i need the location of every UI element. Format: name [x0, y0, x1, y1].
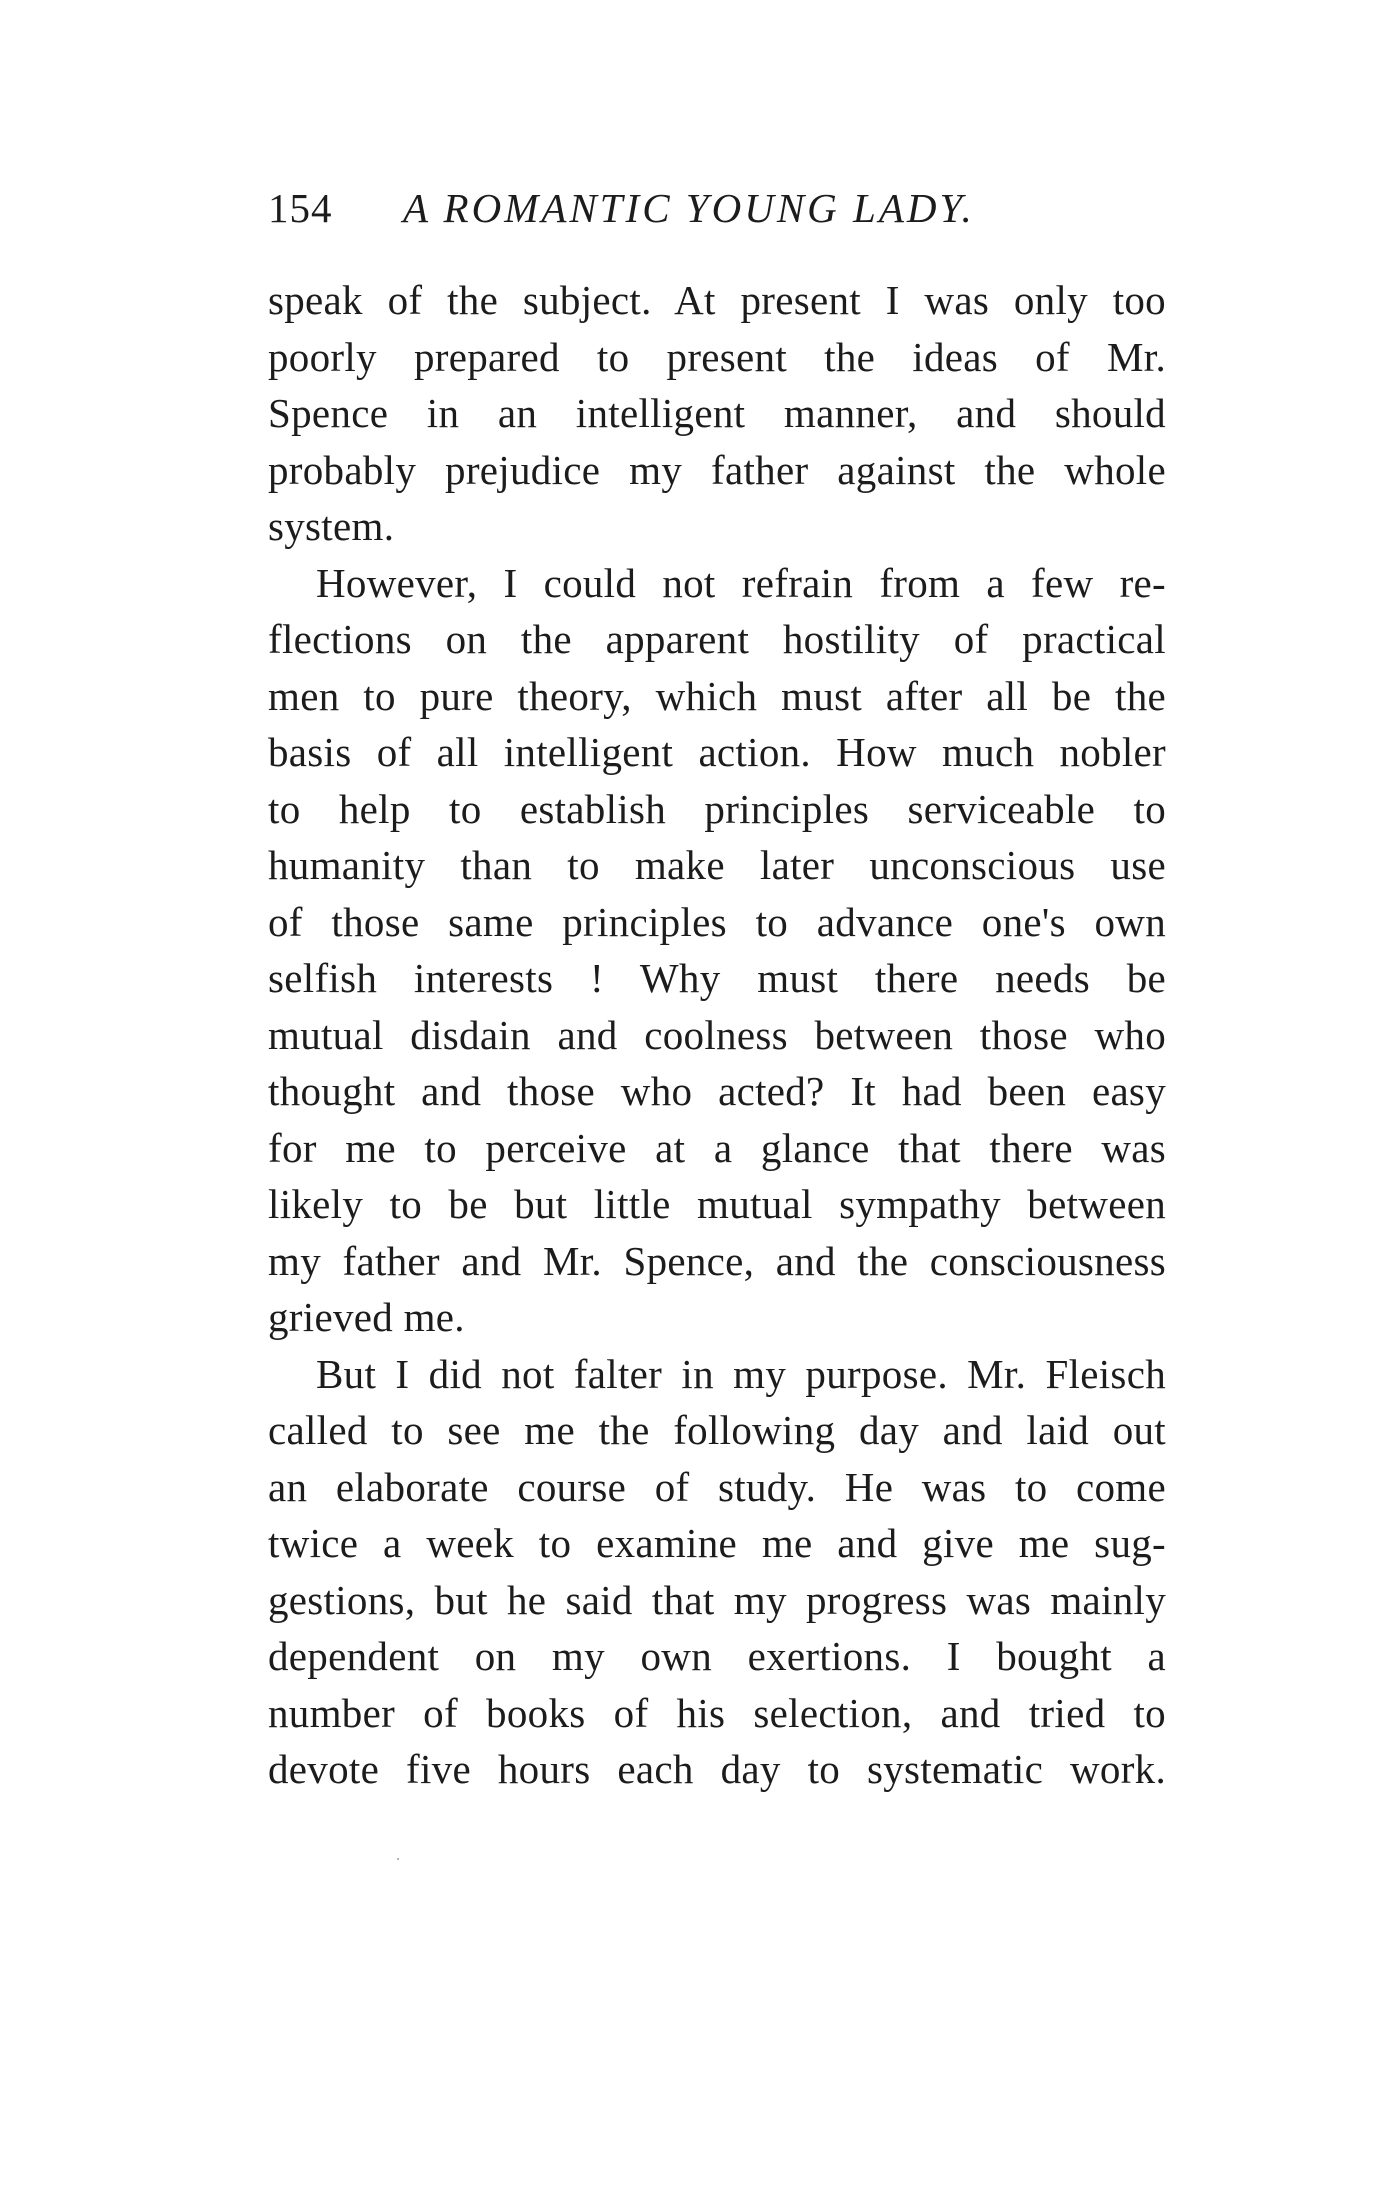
text-line: called to see me the following day and laid out: [268, 1407, 1166, 1453]
text-line: speak of the subject. At present I was only too: [268, 277, 1166, 323]
page-number: 154: [268, 185, 333, 231]
text-line: mutual disdain and coolness between those who: [268, 1011, 1166, 1058]
text-line: likely to be but little mutual sympathy between: [268, 1181, 1166, 1227]
text-line: thought and those who acted? It had been easy: [268, 1068, 1166, 1114]
text-line: number of books of his selection, and tried to: [268, 1689, 1166, 1736]
running-title: A ROMANTIC YOUNG LADY.: [403, 185, 975, 231]
text-line: men to pure theory, which must after all be the: [268, 672, 1166, 719]
text-line: devote five hours each day to systematic work.: [268, 1746, 1166, 1792]
paragraph-3: [268, 1346, 1166, 1798]
text-line: an elaborate course of study. He was to come: [268, 1463, 1166, 1510]
text-line: But I did not falter in my purpose. Mr. Fleisch: [316, 1350, 1166, 1397]
running-head: [268, 178, 1168, 238]
text-line: gestions, but he said that my progress was mainly: [268, 1576, 1166, 1623]
paragraph-1: [268, 272, 1166, 555]
paper-speck: [397, 1858, 399, 1860]
text-line: selfish interests ! Why must there needs be: [268, 955, 1166, 1001]
text-line: humanity than to make later unconscious use: [268, 842, 1166, 888]
text-line: my father and Mr. Spence, and the consciousness: [268, 1237, 1166, 1284]
text-line: grieved me.: [268, 1294, 465, 1340]
paragraph-2: [268, 555, 1166, 1346]
text-line: Spence in an intelligent manner, and should: [268, 390, 1166, 436]
text-line: for me to perceive at a glance that there was: [268, 1124, 1166, 1171]
text-line: of those same principles to advance one's own: [268, 898, 1166, 945]
text-line: dependent on my own exertions. I bought a: [268, 1633, 1166, 1679]
text-line: flections on the apparent hostility of practical: [268, 616, 1166, 662]
text-line: basis of all intelligent action. How much nobler: [268, 729, 1166, 775]
text-line: to help to establish principles serviceable to: [268, 785, 1166, 832]
text-line: poorly prepared to present the ideas of Mr.: [268, 333, 1166, 380]
body-text: [268, 272, 1166, 1798]
text-line: probably prejudice my father against the whole: [268, 446, 1166, 493]
text-line: twice a week to examine me and give me sug-: [268, 1520, 1166, 1566]
text-line: However, I could not refrain from a few re-: [316, 559, 1166, 606]
text-line: system.: [268, 503, 395, 549]
